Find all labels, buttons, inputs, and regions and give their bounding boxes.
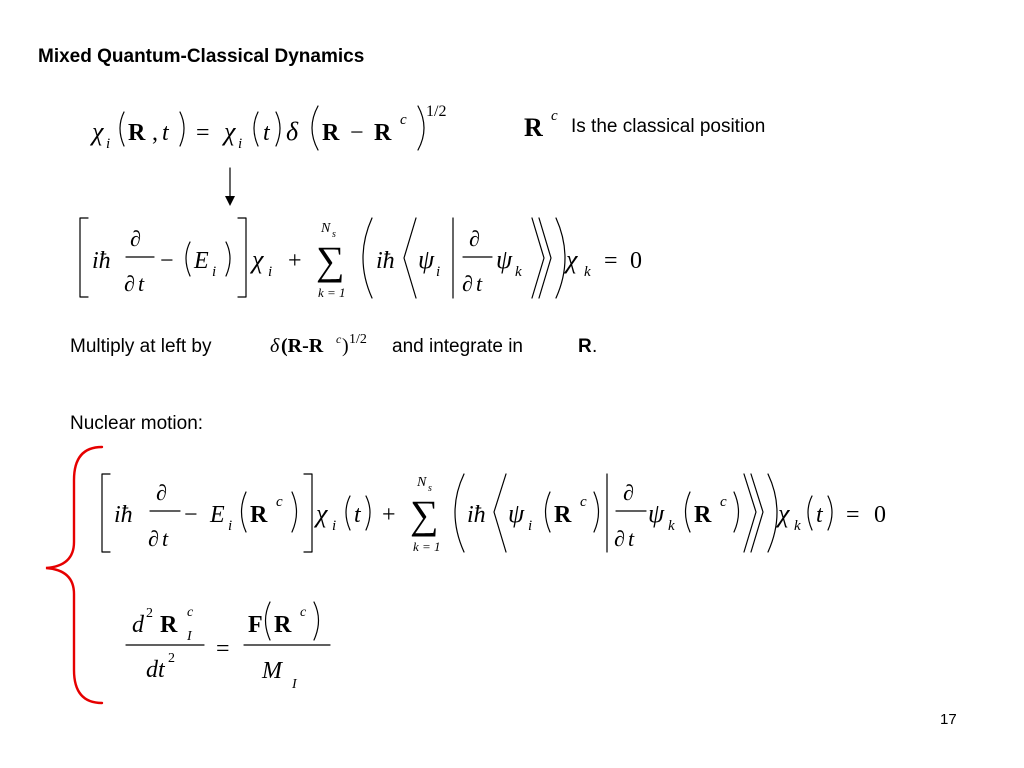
differential-d: d — [146, 657, 158, 683]
nuclear-coordinate-R: R — [322, 120, 340, 146]
delta-symbol: δ — [286, 117, 299, 146]
left-paren — [346, 496, 350, 530]
right-paren — [180, 112, 184, 146]
subscript-I: I — [292, 677, 297, 692]
time-t: t — [263, 120, 270, 146]
classical-position-R: R — [374, 120, 392, 146]
plus-sign: + — [382, 502, 396, 528]
superscript-c: c — [720, 494, 727, 510]
time-t: t — [158, 657, 165, 683]
classical-position-R: R — [250, 502, 268, 528]
partial-symbol: ∂ — [124, 271, 135, 296]
partial-symbol: ∂ — [130, 226, 141, 251]
subscript-i: i — [212, 264, 217, 280]
left-paren — [266, 602, 271, 640]
equation-electronic-propagation — [102, 474, 886, 554]
slide-title: Mixed Quantum-Classical Dynamics — [38, 46, 365, 67]
force-F: F — [248, 612, 263, 638]
right-bracket — [304, 474, 312, 552]
sum-lower-limit: k = 1 — [318, 285, 346, 300]
curly-brace — [46, 447, 102, 703]
psi-symbol: ψ — [648, 499, 665, 528]
chi-symbol: χ — [92, 117, 104, 146]
time-t: t — [162, 526, 169, 551]
subscript-i: i — [238, 136, 243, 152]
multiply-suffix: and integrate in — [392, 336, 523, 357]
psi-symbol: ψ — [508, 499, 525, 528]
page-number: 17 — [940, 711, 957, 728]
time-t: t — [476, 271, 483, 296]
plus-sign: + — [288, 248, 302, 274]
psi-symbol: ψ — [418, 245, 435, 274]
partial-symbol: ∂ — [462, 271, 473, 296]
left-paren — [186, 242, 190, 276]
close-paren: ) — [342, 335, 349, 357]
summation-symbol: ∑ — [410, 492, 439, 537]
partial-symbol: ∂ — [614, 526, 625, 551]
right-paren — [828, 496, 832, 530]
left-paren — [808, 496, 812, 530]
delta-symbol: δ — [270, 335, 280, 357]
comma: , — [152, 120, 158, 146]
equals-sign: = — [196, 120, 210, 146]
i-hbar: iħ — [467, 502, 486, 528]
left-angle-bracket — [404, 218, 416, 298]
right-paren — [594, 492, 599, 532]
sum-upper-limit-N: N — [417, 475, 427, 490]
superscript-c: c — [336, 332, 342, 346]
right-angle-bracket — [539, 218, 551, 298]
sum-upper-limit-s: s — [332, 229, 336, 240]
psi-symbol: ψ — [496, 245, 513, 274]
delta-argument: (R-R — [281, 335, 324, 357]
superscript-c: c — [187, 605, 194, 620]
right-paren — [366, 496, 370, 530]
minus-sign: − — [350, 120, 364, 146]
big-right-paren — [768, 474, 777, 552]
right-bracket — [238, 218, 246, 297]
classical-position-R: R — [524, 113, 543, 142]
big-right-paren — [556, 218, 565, 298]
big-left-paren — [312, 106, 318, 150]
right-paren — [292, 492, 297, 532]
left-paren — [686, 492, 691, 532]
big-left-paren — [363, 218, 372, 298]
right-paren — [276, 112, 280, 146]
classical-position-R: R — [554, 502, 572, 528]
partial-symbol: ∂ — [156, 480, 167, 505]
sum-upper-limit-N: N — [321, 221, 331, 236]
chi-symbol: χ — [224, 117, 236, 146]
subscript-k: k — [515, 264, 522, 280]
subscript-I: I — [187, 629, 192, 644]
nuclear-coordinate-R: R — [128, 120, 146, 146]
zero: 0 — [874, 502, 886, 528]
differential-d: d — [132, 612, 144, 638]
sum-upper-limit-s: s — [428, 483, 432, 494]
zero: 0 — [630, 248, 642, 274]
subscript-k: k — [794, 518, 801, 534]
chi-symbol: χ — [778, 499, 790, 528]
right-angle-bracket — [751, 474, 763, 552]
classical-position-R: R — [160, 612, 178, 638]
chi-symbol: χ — [316, 499, 328, 528]
down-arrow-icon — [225, 168, 235, 206]
time-t: t — [162, 120, 169, 146]
equation-newton-motion — [126, 602, 330, 692]
subscript-i: i — [106, 136, 111, 152]
superscript-c: c — [580, 494, 587, 510]
nuclear-motion-label: Nuclear motion: — [70, 413, 204, 434]
left-angle-bracket — [494, 474, 506, 552]
time-t: t — [138, 271, 145, 296]
partial-symbol: ∂ — [469, 226, 480, 251]
classical-position-note: Is the classical position — [571, 116, 766, 137]
subscript-i: i — [528, 518, 533, 534]
left-paren — [242, 492, 247, 532]
superscript-c: c — [400, 112, 407, 128]
period: . — [592, 336, 598, 357]
multiply-instruction — [70, 332, 597, 357]
mass-M: M — [262, 658, 282, 684]
equals-sign: = — [604, 248, 618, 274]
energy-E: E — [194, 248, 209, 274]
big-left-paren — [455, 474, 464, 552]
left-paren — [120, 112, 124, 146]
energy-E: E — [210, 502, 225, 528]
exponent-half: 1/2 — [426, 103, 447, 120]
equals-sign: = — [216, 636, 230, 662]
i-hbar: iħ — [376, 248, 395, 274]
left-paren — [546, 492, 551, 532]
superscript-c: c — [551, 108, 558, 124]
sum-lower-limit: k = 1 — [413, 539, 441, 554]
time-t: t — [354, 502, 361, 528]
classical-position-R: R — [694, 502, 712, 528]
equals-sign: = — [846, 502, 860, 528]
exponent-2: 2 — [146, 606, 153, 621]
chi-symbol: χ — [566, 245, 578, 274]
right-paren — [226, 242, 230, 276]
big-right-paren — [418, 106, 424, 150]
subscript-k: k — [584, 264, 591, 280]
partial-symbol: ∂ — [623, 480, 634, 505]
subscript-i: i — [332, 518, 337, 534]
integration-variable-R: R — [578, 336, 592, 357]
exponent-half: 1/2 — [349, 332, 367, 347]
subscript-i: i — [436, 264, 441, 280]
left-paren — [254, 112, 258, 146]
i-hbar: iħ — [114, 502, 133, 528]
minus-sign: − — [160, 248, 174, 274]
partial-symbol: ∂ — [148, 526, 159, 551]
classical-position-R: R — [274, 612, 292, 638]
superscript-c: c — [276, 494, 283, 510]
right-paren — [734, 492, 739, 532]
subscript-i: i — [268, 264, 273, 280]
exponent-2: 2 — [168, 651, 175, 666]
time-t: t — [816, 502, 823, 528]
summation-symbol: ∑ — [316, 238, 345, 283]
i-hbar: iħ — [92, 248, 111, 274]
superscript-c: c — [300, 605, 307, 620]
right-paren — [314, 602, 319, 640]
minus-sign: − — [184, 502, 198, 528]
subscript-k: k — [668, 518, 675, 534]
equation-projected-schrodinger — [80, 218, 642, 300]
subscript-i: i — [228, 518, 233, 534]
left-bracket — [80, 218, 88, 297]
chi-symbol: χ — [252, 245, 264, 274]
equation-wavefunction-ansatz — [89, 103, 446, 152]
multiply-prefix: Multiply at left by — [70, 336, 212, 357]
left-bracket — [102, 474, 110, 552]
time-t: t — [628, 526, 635, 551]
